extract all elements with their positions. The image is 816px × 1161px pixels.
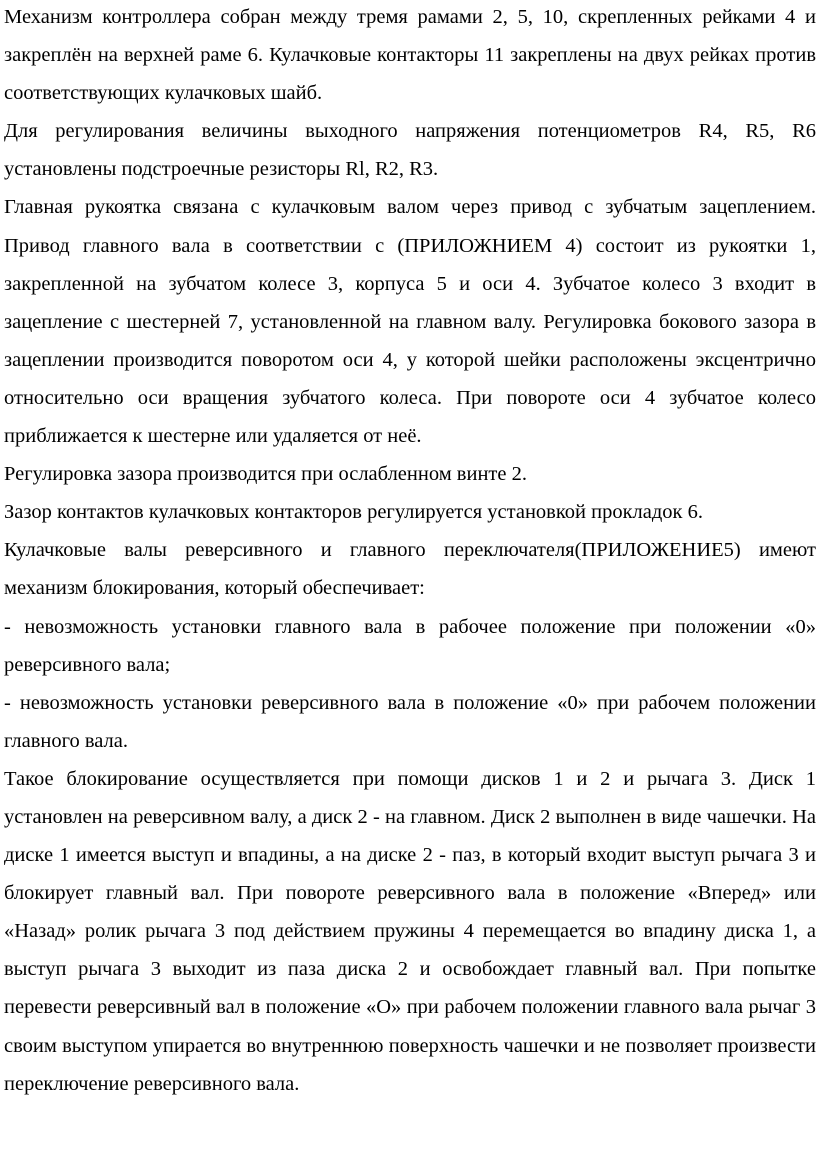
paragraph-contact-gap: Зазор контактов кулачковых контакторов регулируется установкой прокладок 6. <box>4 501 704 524</box>
paragraph-controller-assembly: Механизм контроллера собран между тремя рамами 2, 5, 10, скрепленных рейками 4 и закреплён на верхней раме 6. Кулачковые контакторы 11 закреплены на двух рейках против соответствующих кулачковых шайб. <box>4 6 816 105</box>
list-item-blocking-condition-1: - невозможность установки главного вала в рабочее положение при положении «0» реверсивного вала; <box>4 615 816 676</box>
paragraph-blocking-mechanism: Кулачковые валы реверсивного и главного переключателя(ПРИЛОЖЕНИЕ5) имеют механизм блокирования, который обеспечивает: <box>4 539 816 600</box>
paragraph-blocking-operation: Такое блокирование осуществляется при помощи дисков 1 и 2 и рычага 3. Диск 1 установлен на реверсивном валу, а диск 2 - на главном. Диск 2 выполнен в виде чашечки. На диске 1 имеется выступ и впадины, а на диске 2 - паз, в который входит выступ рычага 3 и блокирует главный вал. При повороте реверсивного вала в положение «Вперед» или «Назад» ролик рычага 3 под действием пружины 4 перемещается во впадину диска 1, а выступ рычага 3 выходит из паза диска 2 и освобождает главный вал. При попытке перевести реверсивный вал в положение «О» при рабочем положении главного вала рычаг 3 своим выступом упирается во внутреннюю поверхность чашечки и не позволяет произвести переключение реверсивного вала. <box>4 767 816 1095</box>
list-item-blocking-condition-2: - невозможность установки реверсивного вала в положение «0» при рабочем положении главного вала. <box>4 691 816 752</box>
paragraph-potentiometer-adjustment: Для регулирования величины выходного напряжения потенциометров R4, R5, R6 установлены подстроечные резисторы Rl, R2, R3. <box>4 120 816 181</box>
paragraph-main-handle-drive: Главная рукоятка связана с кулачковым валом через привод с зубчатым зацеплением. Привод главного вала в соответствии с (ПРИЛОЖНИЕМ 4) состоит из рукоятки 1, закрепленной на зубчатом колесе 3, корпуса 5 и оси 4. Зубчатое колесо 3 входит в зацепление с шестерней 7, установленной на главном валу. Регулировка бокового зазора в зацеплении производится поворотом оси 4, у которой шейки расположены эксцентрично относительно оси вращения зубчатого колеса. При повороте оси 4 зубчатое колесо приближается к шестерне или удаляется от неё. <box>4 196 816 448</box>
paragraph-gap-adjustment: Регулировка зазора производится при ослабленном винте 2. <box>4 463 527 486</box>
